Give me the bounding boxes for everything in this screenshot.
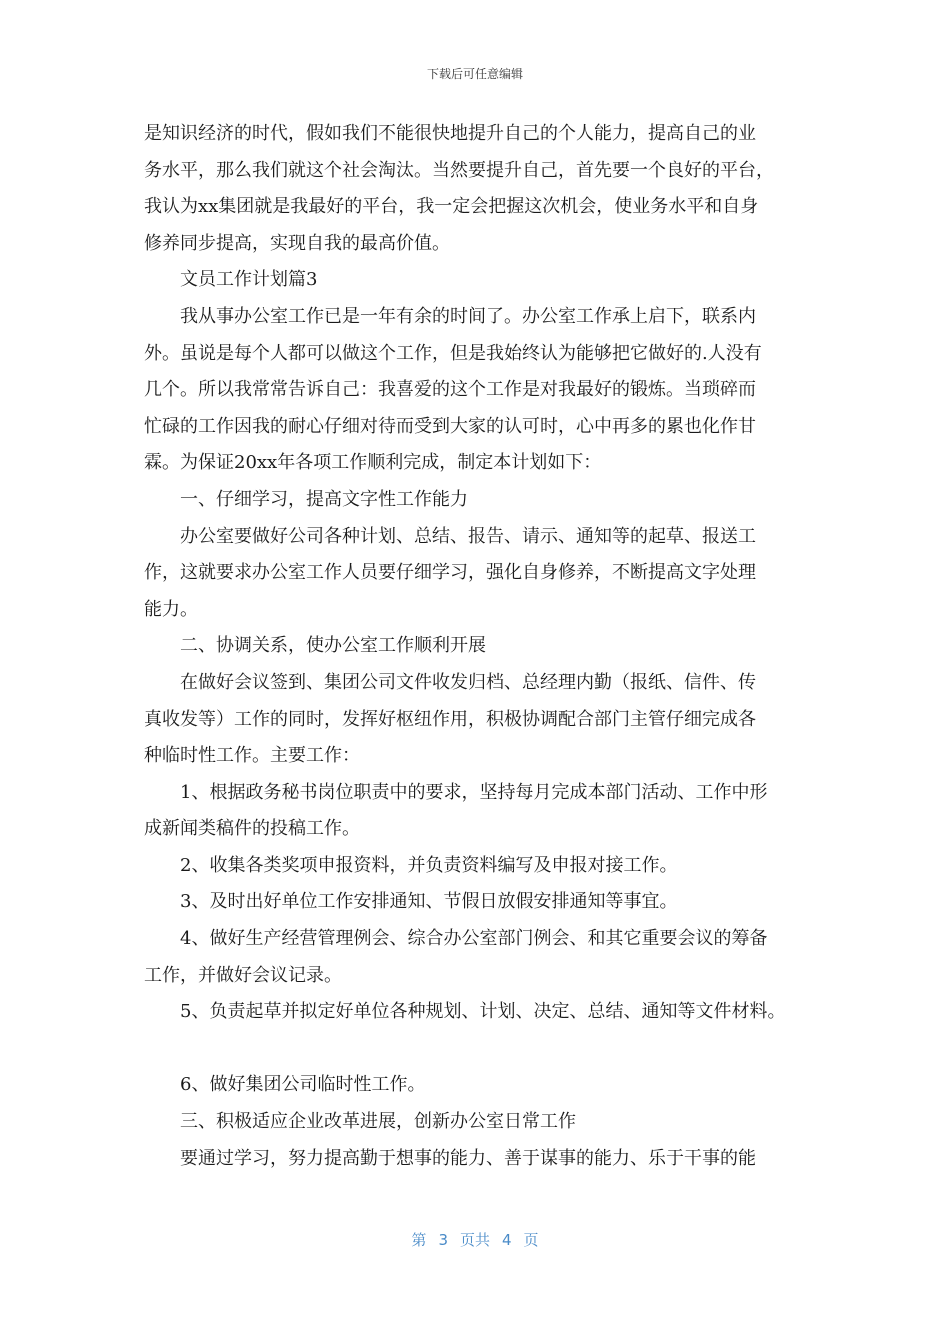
- blank-line: [144, 1031, 824, 1068]
- list-item: 1、根据政务秘书岗位职责中的要求，坚持每月完成本部门活动、工作中形: [180, 781, 768, 803]
- paragraph-line: 修养同步提高，实现自我的最高价值。: [144, 232, 450, 254]
- paragraph-line: 我从事办公室工作已是一年有余的时间了。办公室工作承上启下，联系内: [180, 305, 756, 327]
- paragraph-line: 几个。所以我常常告诉自己：我喜爱的这个工作是对我最好的锻炼。当琐碎而: [144, 379, 756, 401]
- list-item: 5、负责起草并拟定好单位各种规划、计划、决定、总结、通知等文件材料。: [180, 1001, 786, 1023]
- paragraph-line: 务水平，那么我们就这个社会淘汰。当然要提升自己，首先要一个良好的平台，: [144, 159, 774, 181]
- paragraph-line: 作，这就要求办公室工作人员要仔细学习，强化自身修养，不断提高文字处理: [144, 562, 756, 584]
- paragraph-line: 霖。为保证20xx年各项工作顺利完成，制定本计划如下：: [144, 452, 602, 474]
- paragraph-line: 种临时性工作。主要工作：: [144, 745, 360, 767]
- page-label-middle: 页共: [459, 1231, 490, 1249]
- paragraph-line: 真收发等）工作的同时，发挥好枢纽作用，积极协调配合部门主管仔细完成各: [144, 708, 756, 730]
- paragraph-line: 要通过学习，努力提高勤于想事的能力、善于谋事的能力、乐于干事的能: [180, 1147, 756, 1169]
- list-item: 4、做好生产经营管理例会、综合办公室部门例会、和其它重要会议的筹备: [180, 928, 768, 950]
- subheading: 三、积极适应企业改革进展，创新办公室日常工作: [180, 1111, 576, 1133]
- list-item-continuation: 工作，并做好会议记录。: [144, 964, 342, 986]
- page-label-prefix: 第: [411, 1231, 427, 1249]
- current-page-number: 3: [438, 1231, 448, 1249]
- section-heading: 文员工作计划篇3: [180, 269, 318, 291]
- document-body: [144, 116, 824, 1177]
- paragraph-line: 在做好会议签到、集团公司文件收发归档、总经理内勤（报纸、信件、传: [180, 671, 756, 693]
- page-label-suffix: 页: [523, 1231, 539, 1249]
- subheading: 一、仔细学习，提高文字性工作能力: [180, 488, 468, 510]
- page-footer: [0, 1230, 950, 1250]
- paragraph-line: 外。虽说是每个人都可以做这个工作，但是我始终认为能够把它做好的.人没有: [144, 342, 762, 364]
- subheading: 二、协调关系，使办公室工作顺利开展: [180, 635, 486, 657]
- paragraph-line: 办公室要做好公司各种计划、总结、报告、请示、通知等的起草、报送工: [180, 525, 756, 547]
- paragraph-line: 是知识经济的时代，假如我们不能很快地提升自己的个人能力，提高自己的业: [144, 123, 756, 144]
- list-item-continuation: 成新闻类稿件的投稿工作。: [144, 818, 360, 840]
- page-header: 下载后可任意编辑: [426, 67, 523, 81]
- total-pages-number: 4: [502, 1231, 512, 1249]
- paragraph-line: 我认为xx集团就是我最好的平台，我一定会把握这次机会，使业务水平和自身: [144, 196, 759, 218]
- paragraph-line: 能力。: [144, 598, 198, 620]
- paragraph-line: 忙碌的工作因我的耐心仔细对待而受到大家的认可时，心中再多的累也化作甘: [144, 415, 756, 437]
- list-item: 2、收集各类奖项申报资料，并负责资料编写及申报对接工作。: [180, 854, 678, 876]
- list-item: 3、及时出好单位工作安排通知、节假日放假安排通知等事宜。: [180, 891, 678, 913]
- list-item: 6、做好集团公司临时性工作。: [180, 1074, 426, 1096]
